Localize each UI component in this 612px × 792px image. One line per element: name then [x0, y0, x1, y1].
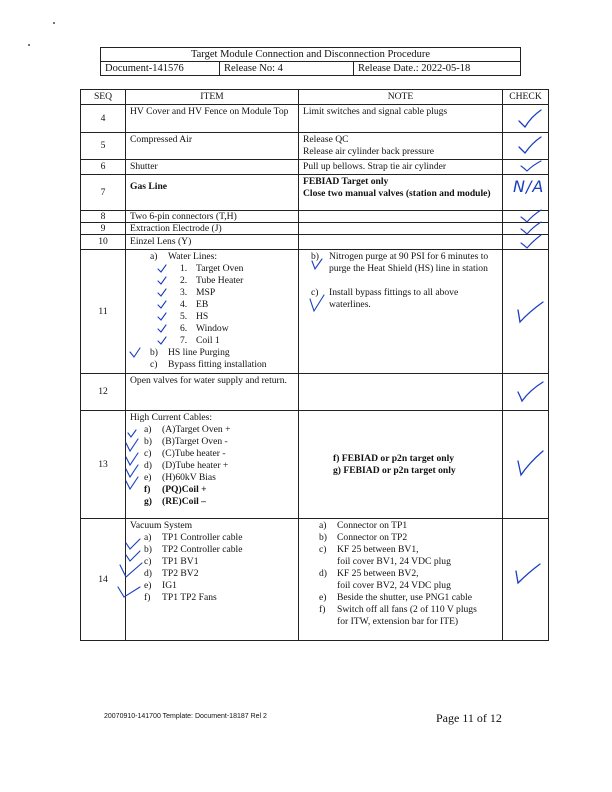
item-cell: Two 6-pin connectors (T,H)	[126, 211, 299, 223]
check-mark-icon	[515, 380, 545, 404]
cell-heading: High Current Cables:	[130, 412, 213, 423]
note-cell: Limit switches and signal cable plugs	[299, 105, 503, 133]
note-line: Release air cylinder back pressure	[303, 146, 435, 157]
cables-list	[130, 424, 294, 508]
note-cell	[299, 411, 503, 519]
item-cell: HV Cover and HV Fence on Module Top	[126, 105, 299, 133]
check-mark-icon	[126, 439, 138, 451]
seq-cell: 7	[81, 175, 126, 211]
table-row	[81, 411, 549, 519]
note-cell	[299, 175, 503, 211]
document-header	[100, 47, 521, 76]
col-check: CHECK	[503, 90, 549, 105]
scan-speck	[28, 44, 30, 46]
note-cell	[299, 211, 503, 223]
list-item: 2. Tube Heater	[180, 275, 244, 286]
note-item-cont: foil cover BV2, 24 VDC plug	[337, 580, 451, 591]
table-row	[81, 211, 549, 223]
list-item: a) (A)Target Oven +	[144, 424, 231, 435]
list-item: 3. MSP	[180, 287, 216, 298]
seq-cell: 5	[81, 133, 126, 160]
handwritten-cable-marks	[120, 425, 150, 515]
note-item-cont: for ITW, extension bar for ITE)	[337, 616, 459, 627]
note-item: d) KF 25 between BV2,	[319, 568, 419, 579]
check-mark-icon	[517, 108, 543, 130]
seq-cell: 6	[81, 160, 126, 175]
not-applicable-mark: N/A	[513, 177, 545, 196]
check-mark-icon	[128, 430, 136, 437]
list-item: 7. Coil 1	[180, 335, 220, 346]
col-note: NOTE	[299, 90, 503, 105]
list-item: a) TP1 Controller cable	[144, 532, 243, 543]
list-item: c) TP1 BV1	[144, 556, 199, 567]
item-cell: Einzel Lens (Y)	[126, 235, 299, 250]
list-item: f) (PQ)Coil +	[144, 484, 207, 495]
template-reference: 20070910-141700 Template: Document-18187 Rel 2	[104, 713, 267, 720]
procedure-title: Target Module Connection and Disconnection Procedure	[101, 48, 521, 62]
list-item: 4. EB	[180, 299, 209, 310]
check-mark-icon	[118, 587, 140, 597]
list-item: b) (B)Target Oven -	[144, 436, 228, 447]
list-item: g) (RE)Coil –	[144, 496, 206, 507]
check-cell	[503, 235, 549, 250]
handwritten-note-marks	[300, 255, 330, 325]
seq-cell: 13	[81, 411, 126, 519]
note-line: g) FEBIAD or p2n target only	[333, 464, 456, 476]
check-mark-icon	[513, 561, 543, 587]
table-row	[81, 223, 549, 235]
list-item: a) Water Lines:	[150, 251, 218, 262]
list-item: f) TP1 TP2 Fans	[144, 592, 217, 603]
col-item: ITEM	[126, 90, 299, 105]
item-cell: Shutter	[126, 160, 299, 175]
table-row	[81, 374, 549, 411]
list-item: 5. HS	[180, 311, 209, 322]
check-mark-icon	[126, 539, 140, 549]
check-mark-icon	[519, 234, 543, 250]
list-item: 6. Window	[180, 323, 229, 334]
check-mark-icon	[120, 563, 142, 577]
note-cell	[299, 519, 503, 641]
note-item: e) Beside the shutter, use PNG1 cable	[319, 592, 472, 603]
check-mark-icon	[519, 160, 543, 172]
note-item: a) Connector on TP1	[319, 520, 408, 531]
check-cell	[503, 105, 549, 133]
check-mark-icon	[517, 135, 543, 157]
note-item: c) KF 25 between BV1,	[319, 544, 419, 555]
check-mark-icon	[126, 477, 138, 489]
note-line: Release QC	[303, 134, 349, 145]
list-item: e) IG1	[144, 580, 177, 591]
list-item: d) TP2 BV2	[144, 568, 199, 579]
list-item: c) (C)Tube heater -	[144, 448, 226, 459]
check-cell	[503, 160, 549, 175]
seq-cell: 10	[81, 235, 126, 250]
water-lines-list	[150, 263, 294, 347]
check-cell	[503, 223, 549, 235]
note-cell	[299, 133, 503, 160]
note-cell	[299, 223, 503, 235]
handwritten-vacuum-marks	[112, 535, 152, 615]
release-number: Release No: 4	[220, 62, 354, 76]
scan-speck	[53, 22, 55, 24]
check-mark-icon	[158, 313, 166, 320]
item-cell: Extraction Electrode (J)	[126, 223, 299, 235]
list-item: d) (D)Tube heater +	[144, 460, 229, 471]
item-text: Gas Line	[130, 181, 168, 192]
check-mark-icon	[158, 337, 166, 344]
list-item: b) HS line Purging	[150, 347, 230, 358]
cell-heading: Vacuum System	[130, 520, 193, 531]
table-row	[81, 105, 549, 133]
check-cell	[503, 374, 549, 411]
check-mark-icon	[158, 301, 166, 308]
check-mark-icon	[158, 325, 166, 332]
check-mark-icon	[519, 221, 543, 235]
release-date: Release Date.: 2022-05-18	[354, 62, 521, 76]
table-row	[81, 160, 549, 175]
check-cell	[503, 133, 549, 160]
seq-cell: 11	[81, 250, 126, 374]
document-number: Document-141576	[101, 62, 220, 76]
check-mark-icon	[310, 295, 324, 311]
seq-cell: 9	[81, 223, 126, 235]
page-number: Page 11 of 12	[436, 711, 502, 725]
list-item: 1. Target Oven	[180, 263, 244, 274]
note-cell	[299, 374, 503, 411]
check-mark-icon	[515, 449, 545, 479]
item-cell	[126, 411, 299, 519]
check-mark-icon	[158, 289, 166, 296]
check-mark-icon	[158, 265, 166, 272]
item-cell	[126, 175, 299, 211]
check-mark-icon	[312, 259, 322, 269]
vacuum-list	[130, 532, 294, 604]
note-item: c) Install bypass fittings to all above waterlines.	[311, 287, 459, 310]
note-line: f) FEBIAD or p2n target only	[333, 452, 455, 464]
check-cell	[503, 519, 549, 641]
note-cell: Pull up bellows. Strap tie air cylinder	[299, 160, 503, 175]
note-item: b) Nitrogen purge at 90 PSI for 6 minutes to purge the Heat Shield (HS) line in station	[311, 251, 489, 274]
seq-cell: 12	[81, 374, 126, 411]
item-cell: Compressed Air	[126, 133, 299, 160]
list-item: b) TP2 Controller cable	[144, 544, 243, 555]
table-row	[81, 133, 549, 160]
item-cell: Open valves for water supply and return.	[126, 374, 299, 411]
col-seq: SEQ	[81, 90, 126, 105]
check-cell	[503, 175, 549, 211]
seq-cell: 4	[81, 105, 126, 133]
check-cell	[503, 411, 549, 519]
note-item-cont: foil cover BV1, 24 VDC plug	[337, 556, 451, 567]
seq-cell: 8	[81, 211, 126, 223]
note-item: b) Connector on TP2	[319, 532, 408, 543]
check-mark-icon	[126, 551, 140, 561]
handwritten-annotations	[108, 260, 168, 360]
seq-cell: 14	[81, 519, 126, 641]
note-cell	[299, 235, 503, 250]
list-item: c) Bypass fitting installation	[150, 359, 267, 370]
check-cell	[503, 250, 549, 374]
note-line: FEBIAD Target only	[303, 176, 389, 187]
list-item: e) (H)60kV Bias	[144, 472, 216, 483]
check-mark-icon	[515, 300, 545, 326]
note-line: Close two manual valves (station and module)	[303, 188, 491, 199]
check-mark-icon	[158, 277, 166, 284]
note-item: f) Switch off all fans (2 of 110 V plugs	[319, 604, 477, 615]
table-row	[81, 235, 549, 250]
check-mark-icon	[130, 348, 140, 357]
check-mark-icon	[126, 453, 138, 465]
table-header-row	[81, 90, 549, 105]
table-row	[81, 175, 549, 211]
check-mark-icon	[126, 465, 138, 477]
